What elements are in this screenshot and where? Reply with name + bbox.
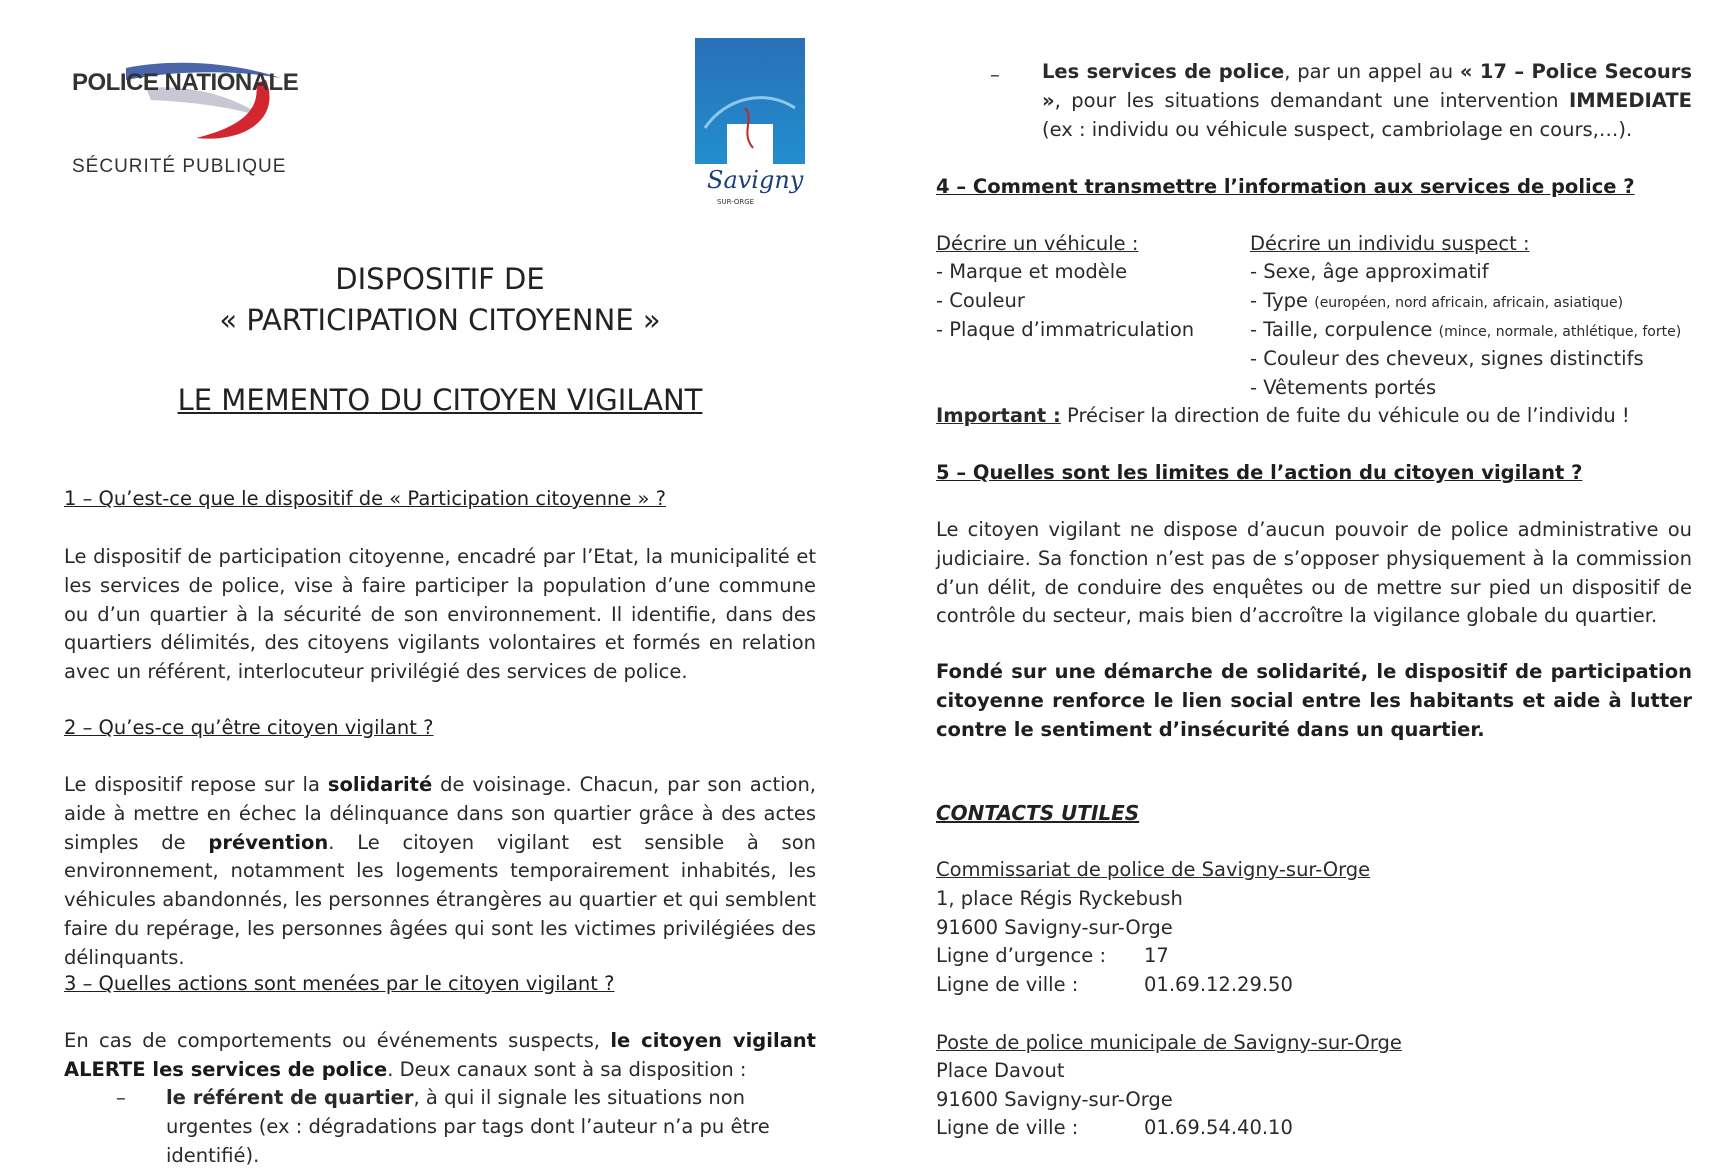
contact2-city: 91600 Savigny-sur-Orge <box>936 1088 1173 1111</box>
town-logo-text: Savigny <box>707 166 804 194</box>
section1-heading: 1 – Qu’est-ce que le dispositif de « Participation citoyenne » ? <box>64 487 667 510</box>
vehicle-title: Décrire un véhicule : <box>936 232 1139 255</box>
contact1-city-line-value: 01.69.12.29.50 <box>1144 973 1293 996</box>
section2-text: Le dispositif repose sur la solidarité de voisinage. Chacun, par son action, aide à mettre en échec la délinquance dans son quartier grâce à des actes simples de prévention. Le citoyen vigilant est sensible à son environnement, notamment les logements temporairement inhabités, les véhicules abandonnés, les personnes étrangères au quartier et qui semblent faire du repérage, les personnes âgées qui sont les victimes privilégiées des délinquants. <box>64 773 817 969</box>
page-title-line1: DISPOSITIF DE <box>335 262 545 296</box>
contact1-address: 1, place Régis Ryckebush <box>936 887 1183 910</box>
vehicle-item: - Couleur <box>936 289 1025 312</box>
section3-heading: 3 – Quelles actions sont menées par le citoyen vigilant ? <box>64 972 615 995</box>
org-name: POLICE NATIONALE <box>72 69 299 96</box>
contact2-name: Poste de police municipale de Savigny-sur-Orge <box>936 1031 1402 1054</box>
vehicle-item: - Plaque d’immatriculation <box>936 318 1195 341</box>
list-item-police-services: Les services de police, par un appel au « 17 – Police Secours », pour les situations demandant une intervention IMMEDIATE (ex : individu ou véhicule suspect, cambriolage en cours,…). <box>1042 60 1692 141</box>
person-item: - Couleur des cheveux, signes distinctifs <box>1250 347 1644 370</box>
savigny-logo <box>695 38 805 216</box>
contact1-city-line-label: Ligne de ville : <box>936 973 1079 996</box>
person-item: - Vêtements portés <box>1250 376 1437 399</box>
section5-bold-text: Fondé sur une démarche de solidarité, le dispositif de participation citoyenne renforce le lien social entre les habitants et aide à lutter contre le sentiment d’insécurité dans un quartier. <box>936 660 1692 741</box>
contact1-name: Commissariat de police de Savigny-sur-Orge <box>936 858 1371 881</box>
contact2-city-line-value: 01.69.54.40.10 <box>1144 1116 1293 1139</box>
person-item: - Type (européen, nord africain, africain, asiatique) <box>1250 289 1624 312</box>
list-item-referent: le référent de quartier, à qui il signale les situations non urgentes (ex : dégradations par tags dont l’auteur n’a pu être identifié). <box>166 1086 770 1167</box>
vehicle-item: - Marque et modèle <box>936 260 1128 283</box>
list-dash: – <box>116 1086 126 1109</box>
person-item: - Sexe, âge approximatif <box>1250 260 1489 283</box>
section3-text: En cas de comportements ou événements suspects, le citoyen vigilant ALERTE les services de police. Deux canaux sont à sa disposition : <box>64 1029 816 1081</box>
important-note: Important : Préciser la direction de fuite du véhicule ou de l’individu ! <box>936 404 1630 427</box>
section5-heading: 5 – Quelles sont les limites de l’action du citoyen vigilant ? <box>936 461 1583 484</box>
list-dash: – <box>990 63 1000 86</box>
contacts-heading: CONTACTS UTILES <box>936 801 1140 825</box>
contact1-urgent-label: Ligne d’urgence : <box>936 944 1107 967</box>
section1-text: Le dispositif de participation citoyenne, encadré par l’Etat, la municipalité et les services de police, vise à faire participer la population d’une commune ou d’un quartier à la sécurité de son environnement. Il identifie, dans des quartiers délimités, des citoyens vigilants volontaires et formés en relation avec un référent, interlocuteur privilégié des services de police. <box>64 545 816 684</box>
section4-heading: 4 – Comment transmettre l’information aux services de police ? <box>936 175 1635 198</box>
person-title: Décrire un individu suspect : <box>1250 232 1530 255</box>
contact2-city-line-label: Ligne de ville : <box>936 1116 1079 1139</box>
police-nationale-logo <box>66 58 326 188</box>
person-item: - Taille, corpulence (mince, normale, athlétique, forte) <box>1250 318 1682 341</box>
org-subtitle: SÉCURITÉ PUBLIQUE <box>72 156 287 177</box>
section5-text: Le citoyen vigilant ne dispose d’aucun pouvoir de police administrative ou judiciaire. Sa fonction n’est pas de s’opposer physiquement à la commission d’un délit, de conduire des enquêtes ou de mettre sur pied un dispositif de contrôle du secteur, mais bien d’accroître la vigilance globale du quartier. <box>936 518 1692 628</box>
contact1-urgent-value: 17 <box>1144 944 1169 967</box>
page-title-line2: « PARTICIPATION CITOYENNE » <box>219 303 661 337</box>
section2-heading: 2 – Qu’es-ce qu’être citoyen vigilant ? <box>64 716 434 739</box>
contact2-address: Place Davout <box>936 1059 1065 1082</box>
town-logo-subtext: SUR-ORGE <box>717 198 755 206</box>
page-subtitle: LE MEMENTO DU CITOYEN VIGILANT <box>177 383 703 417</box>
contact1-city: 91600 Savigny-sur-Orge <box>936 916 1173 939</box>
